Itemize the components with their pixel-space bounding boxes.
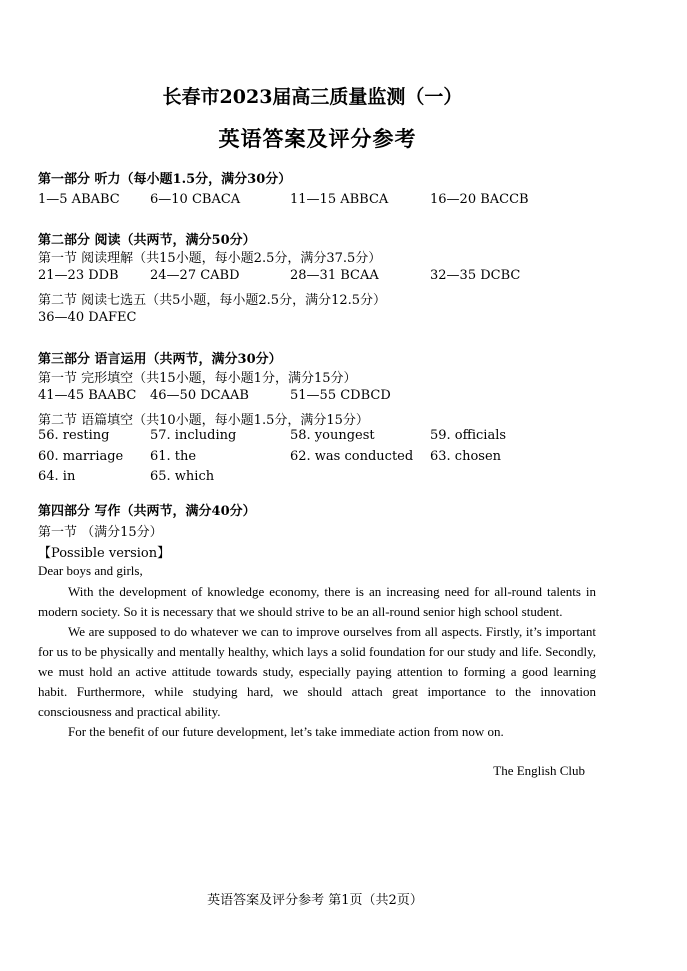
answer-group: 51—55 CDBCD: [290, 388, 391, 403]
answer-item: 56. resting: [38, 428, 110, 443]
answer-group: 41—45 BAABC: [38, 388, 137, 403]
part4-heading: 第四部分 写作（共两节，满分40分）: [38, 504, 256, 519]
answer-item: 58. youngest: [290, 428, 375, 443]
essay-paragraph: For the benefit of our future development, let’s take immediate action from now on.: [68, 724, 504, 739]
part2-section1-heading: 第一节 阅读理解（共15小题，每小题2.5分，满分37.5分）: [38, 251, 382, 266]
answer-group: 24—27 CABD: [150, 268, 240, 283]
answer-group: 21—23 DDB: [38, 268, 119, 283]
part3-section1-heading: 第一节 完形填空（共15小题，每小题1分，满分15分）: [38, 371, 357, 386]
document-title: 长春市2023届高三质量监测（一）: [162, 86, 463, 108]
answer-group: 46—50 DCAAB: [150, 388, 249, 403]
answer-item: 64. in: [38, 469, 76, 484]
part1-heading: 第一部分 听力（每小题1.5分，满分30分）: [38, 172, 292, 187]
essay-body: [38, 582, 596, 742]
answer-item: 59. officials: [430, 428, 507, 443]
essay-paragraph: We are supposed to do whatever we can to improve ourselves from all aspects. Firstly, it’s important for us to be physically and mentally healthy, which lays a solid foundation for our study and life. Secondly, we must hold an active attitude towards study, especially paying attention to forming a good learning habit. Furthermore, while studying hard, we should attach great importance to the innovation consciousness and practical ability.: [38, 624, 596, 719]
answer-group: 32—35 DCBC: [430, 268, 521, 283]
answer-group: 16—20 BACCB: [430, 192, 529, 207]
answer-group: 11—15 ABBCA: [290, 192, 389, 207]
essay-greeting: Dear boys and girls,: [38, 563, 143, 578]
page-footer: 英语答案及评分参考 第1页（共2页）: [207, 893, 423, 908]
answer-item: 62. was conducted: [290, 449, 414, 464]
answer-group: 1—5 ABABC: [38, 192, 120, 207]
answer-item: 61. the: [150, 449, 197, 464]
document-subtitle: 英语答案及评分参考: [218, 126, 417, 151]
part4-section1-heading: 第一节 （满分15分）: [38, 525, 163, 540]
answer-item: 63. chosen: [430, 449, 502, 464]
answer-item: 65. which: [150, 469, 215, 484]
part3-heading: 第三部分 语言运用（共两节，满分30分）: [38, 352, 282, 367]
answer-group: 28—31 BCAA: [290, 268, 379, 283]
answer-group: 36—40 DAFEC: [38, 310, 137, 325]
essay-signature: The English Club: [493, 763, 585, 778]
answer-item: 57. including: [150, 428, 237, 443]
answer-item: 60. marriage: [38, 449, 124, 464]
answer-group: 6—10 CBACA: [150, 192, 241, 207]
part3-section2-heading: 第二节 语篇填空（共10小题，每小题1.5分，满分15分）: [38, 413, 369, 428]
essay-paragraph: With the development of knowledge economy, there is an increasing need for all-round talents in modern society. So it is necessary that we should strive to be an all-round senior high school student.: [38, 584, 596, 619]
possible-version-label: 【Possible version】: [38, 546, 171, 561]
part2-heading: 第二部分 阅读（共两节，满分50分）: [38, 233, 256, 248]
part2-section2-heading: 第二节 阅读七选五（共5小题，每小题2.5分，满分12.5分）: [38, 293, 387, 308]
